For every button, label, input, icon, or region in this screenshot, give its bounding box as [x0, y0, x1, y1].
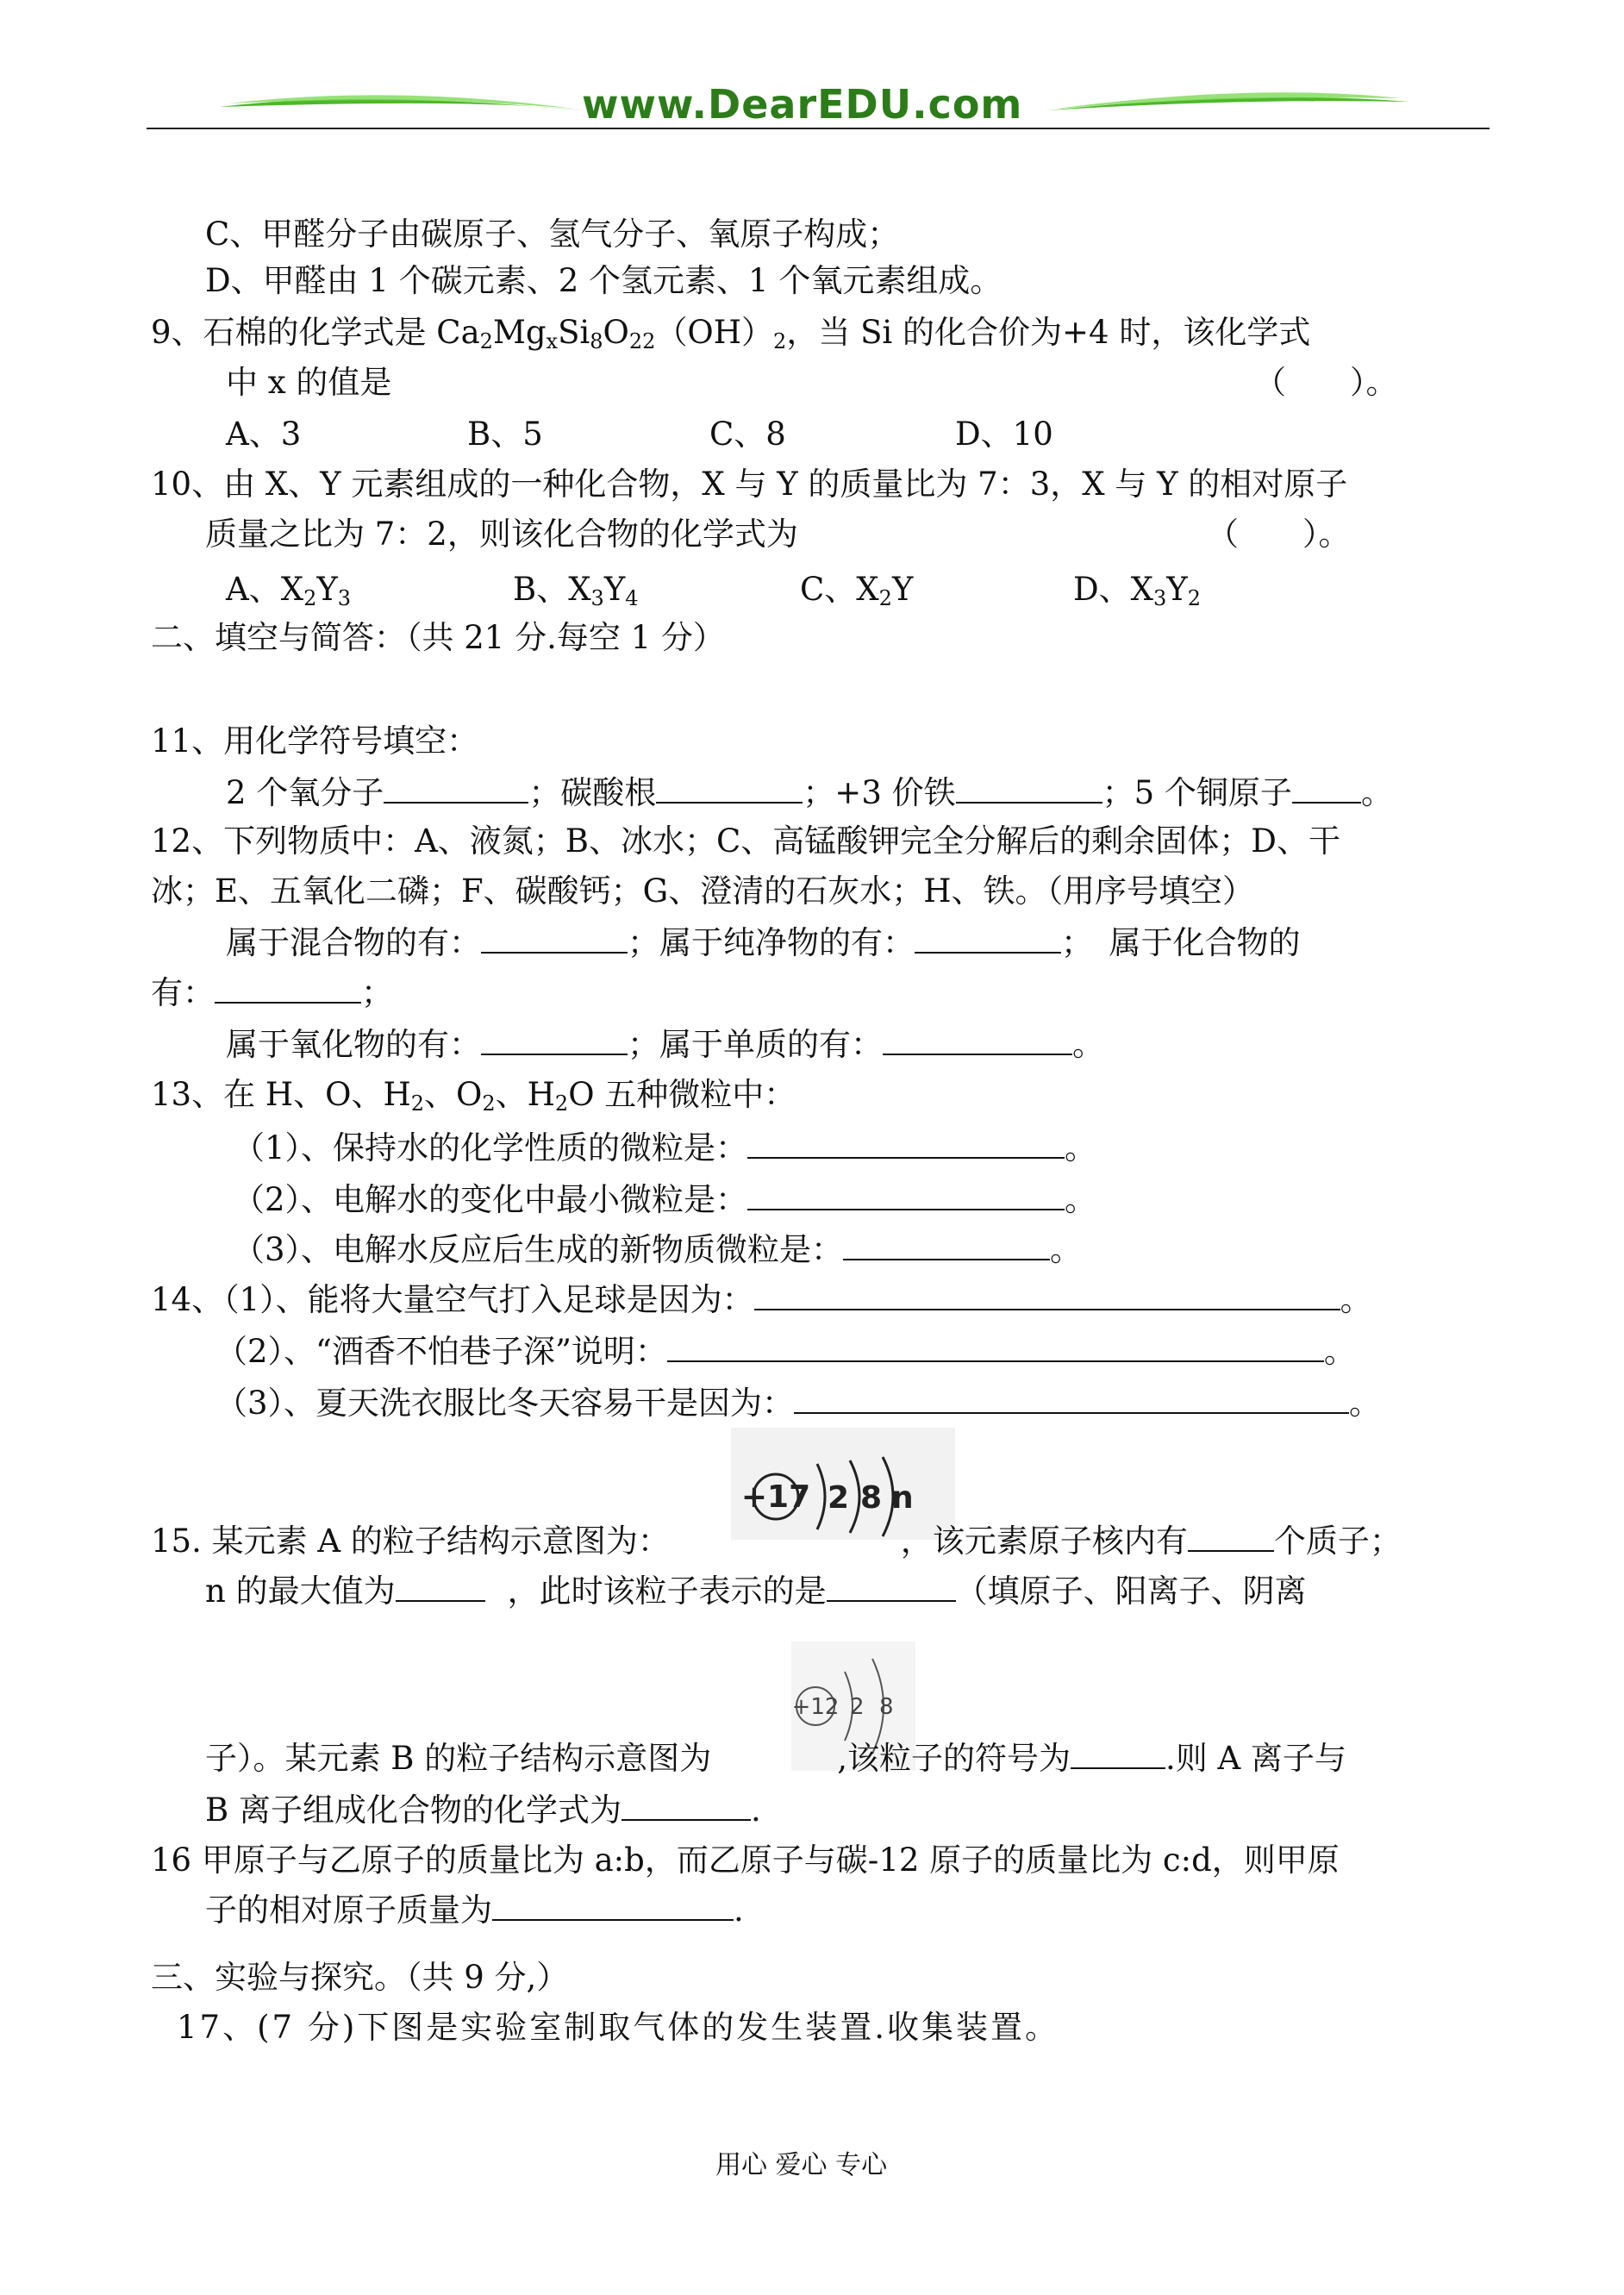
q10-stem: 10、由 X、Y 元素组成的一种化合物，X 与 Y 的质量比为 7：3，X 与 Y 的相对原子: [151, 466, 1348, 503]
q11-blank-4[interactable]: [1292, 776, 1361, 804]
q12-blanks-line3: 属于氧化物的有： ；属于单质的有： 。: [226, 1026, 1104, 1063]
q13-blank-1[interactable]: [747, 1131, 1065, 1159]
q15-line4: B 离子组成化合物的化学式为 .: [205, 1792, 761, 1829]
q8-option-c: C、甲醛分子由碳原子、氢气分子、氧原子构成；: [205, 216, 900, 253]
diagram-b-shell-1: 2: [850, 1694, 865, 1720]
q13-part-3: （3）、电解水反应后生成的新物质微粒是： 。: [233, 1231, 1083, 1268]
diagram-a-shell-1: 2: [828, 1480, 850, 1516]
q9-option-b: B、5: [467, 416, 543, 453]
q13-blank-2[interactable]: [747, 1183, 1065, 1210]
q12-stem-line2: 冰；E、五氧化二磷；F、碳酸钙；G、澄清的石灰水；H、铁。（用序号填空）: [151, 872, 1255, 910]
q10-answer-paren: （ ）。: [1207, 516, 1351, 553]
q10-option-c: C、$X_2Y$: [800, 571, 914, 610]
q13-part-2: （2）、电解水的变化中最小微粒是： 。: [233, 1181, 1097, 1218]
q13-stem: 13、在 H、O、$H_2$、$O_2$、$H_2O$ 五种微粒中：: [151, 1076, 796, 1116]
header-rule: [147, 128, 1490, 129]
q15-line1: 15. 某元素 A 的粒子结构示意图为： ，该元素原子核内有 个质子；: [151, 1523, 1402, 1560]
q9-option-a: A、3: [226, 416, 302, 453]
q16-blank-mass[interactable]: [492, 1893, 734, 1921]
q9-option-d: D、10: [955, 416, 1053, 453]
q16-stem: 16 甲原子与乙原子的质量比为 a:b，而乙原子与碳-12 原子的质量比为 c:d，则甲原: [151, 1842, 1340, 1879]
diagram-a-shell-2: 8: [860, 1480, 883, 1516]
site-logo-text: www.DearEDU.com: [582, 81, 1023, 128]
q14-blank-2[interactable]: [667, 1335, 1324, 1362]
q12-blank-oxide[interactable]: [481, 1028, 628, 1055]
q10-option-d: D、$X_3Y_2$: [1073, 571, 1202, 610]
q13-blank-3[interactable]: [843, 1233, 1050, 1260]
q14-part-3: （3）、夏天洗衣服比冬天容易干是因为： 。: [215, 1385, 1382, 1422]
q15-blank-n-max[interactable]: [396, 1574, 485, 1602]
q8-option-d: D、甲醛由 1 个碳元素、2 个氢元素、1 个氧元素组成。: [205, 262, 1003, 299]
q15-blank-protons[interactable]: [1188, 1524, 1274, 1552]
q15-blank-symbol[interactable]: [1071, 1742, 1165, 1769]
q10-option-a: A、$X_2Y_3$: [226, 571, 352, 610]
q10-option-b: B、$X_3Y_4$: [513, 571, 639, 610]
q9-answer-paren: （ ）。: [1254, 364, 1398, 401]
page-footer: 用心 爱心 专心: [715, 2150, 888, 2180]
q14-blank-3[interactable]: [794, 1386, 1349, 1414]
q9-stem-line2: 中 x 的值是: [226, 364, 392, 401]
q13-part-1: （1）、保持水的化学性质的微粒是： 。: [233, 1129, 1097, 1166]
q14-part-1: 14、（1）、能将大量空气打入足球是因为： 。: [151, 1281, 1372, 1318]
q12-blank-pure[interactable]: [915, 926, 1061, 954]
q14-blank-1[interactable]: [754, 1283, 1340, 1310]
diagram-a-shell-3: n: [891, 1480, 914, 1516]
q9-option-c: C、8: [709, 416, 786, 453]
section-2-heading: 二、填空与简答：（共 21 分.每空 1 分）: [151, 619, 725, 656]
q11-stem: 11、用化学符号填空：: [151, 722, 479, 760]
q15-blank-formula[interactable]: [621, 1793, 751, 1821]
q15-line3: 子）。某元素 B 的粒子结构示意图为 ,该粒子的符号为 .则 A 离子与: [205, 1740, 1346, 1777]
q17-stem: 17、(7 分)下图是实验室制取气体的发生装置.收集装置。: [177, 2009, 1060, 2046]
q16-line2: 子的相对原子质量为 .: [205, 1892, 744, 1929]
q12-stem: 12、下列物质中：A、液氮；B、冰水；C、高锰酸钾完全分解后的剩余固体；D、干: [151, 822, 1340, 860]
q12-blank-element[interactable]: [883, 1028, 1072, 1055]
q12-blanks-line1: 属于混合物的有： ；属于纯净物的有： ； 属于化合物的: [226, 924, 1301, 961]
diagram-a-nucleus: +17: [740, 1479, 811, 1515]
q12-blank-mixture[interactable]: [481, 926, 628, 954]
q15-line2: n 的最大值为 ，此时该粒子表示的是 （填原子、阳离子、阴离: [205, 1573, 1307, 1610]
q15-blank-particle-type[interactable]: [827, 1574, 956, 1602]
q11-blank-3[interactable]: [956, 776, 1102, 804]
q11-blank-2[interactable]: [656, 776, 803, 804]
q10-stem-line2: 质量之比为 7：2，则该化合物的化学式为: [205, 516, 798, 553]
q12-blanks-line2: 有： ；: [151, 974, 393, 1011]
diagram-b-shell-2: 8: [879, 1694, 894, 1720]
q11-blanks: 2 个氧分子 ；碳酸根 ；+3 价铁 ；5 个铜原子 。: [226, 774, 1393, 811]
diagram-b-nucleus: +12: [791, 1694, 840, 1720]
q12-blank-compound[interactable]: [215, 976, 361, 1004]
q14-part-2: （2）、“酒香不怕巷子深”说明： 。: [215, 1333, 1356, 1370]
q9-stem: 9、石棉的化学式是 $Ca_2Mg_xSi_8O_{22}(OH)_2$，当 Si 的化合价为+4 时，该化学式: [151, 314, 1311, 353]
q11-blank-1[interactable]: [384, 776, 528, 804]
section-3-heading: 三、实验与探究。（共 9 分,）: [151, 1959, 569, 1996]
